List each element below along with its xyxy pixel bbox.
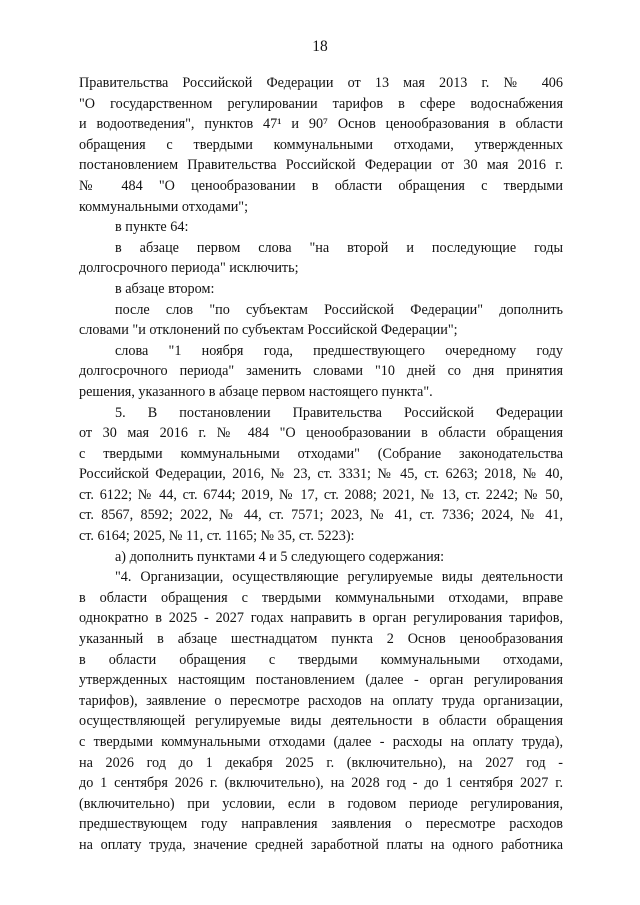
text-line: тарифов), заявление о пересмотре расходов на оплату труда организации, (79, 692, 563, 709)
text-line: указанный в абзаце шестнадцатом пункта 2 Основ ценообразования (79, 631, 563, 648)
text-line: однократно в 2025 - 2027 годах направить в орган регулирования тарифов, (79, 610, 563, 627)
text-line: слова "1 ноября года, предшествующего очередному году (115, 342, 563, 359)
text-line: после слов "по субъектам Российской Федерации" дополнить (115, 301, 563, 318)
text-line: Правительства Российской Федерации от 13 мая 2013 г. № 406 (79, 75, 563, 91)
text-line: Российской Федерации, 2016, № 23, ст. 3331; № 45, ст. 6263; 2018, № 40, (79, 466, 563, 483)
text-line: словами "и отклонений по субъектам Российской Федерации"; (79, 322, 458, 339)
text-line: до 1 сентября 2026 г. (включительно), на 2028 год - до 1 сентября 2027 г. (79, 775, 563, 792)
text-line: в абзаце втором: (115, 280, 215, 297)
text-line: "О государственном регулировании тарифов в сфере водоснабжения (79, 95, 563, 112)
text-line: 5. В постановлении Правительства Российской Федерации (115, 404, 563, 421)
text-line: предшествующем году направления заявления о пересмотре расходов (79, 816, 563, 833)
text-line: постановлением Правительства Российской Федерации от 30 мая 2016 г. (79, 157, 563, 174)
text-line: долгосрочного периода" исключить; (79, 260, 299, 277)
text-line: с твердыми коммунальными отходами (далее - расходы на оплату труда), (79, 734, 563, 750)
document-body (79, 73, 563, 856)
text-line: решения, указанного в абзаце первом настоящего пункта". (79, 383, 433, 400)
text-line: от 30 мая 2016 г. № 484 "О ценообразовании в области обращения (79, 425, 563, 442)
text-line: ст. 8567, 8592; 2022, № 44, ст. 7571; 2023, № 41, ст. 7336; 2024, № 41, (79, 507, 563, 524)
text-line: осуществляющей регулируемые виды деятельности в области обращения (79, 713, 563, 730)
text-line: утвержденных настоящим постановлением (далее - орган регулирования (79, 672, 563, 689)
text-line: с твердыми коммунальными отходами" (Собрание законодательства (79, 445, 563, 462)
text-line: долгосрочного периода" заменить словами "10 дней со дня принятия (79, 363, 563, 380)
page-number: 18 (312, 38, 328, 55)
text-line: а) дополнить пунктами 4 и 5 следующего содержания: (115, 548, 445, 565)
text-line: в области обращения с твердыми коммунальными отходами, вправе (79, 589, 563, 606)
text-line: обращения с твердыми коммунальными отходами, утвержденных (79, 136, 563, 153)
text-line: № 484 "О ценообразовании в области обращения с твердыми (79, 177, 563, 194)
text-line: ст. 6164; 2025, № 11, ст. 1165; № 35, ст. 5223): (79, 528, 355, 545)
text-line: на оплату труда, значение средней заработной платы на одного работника (79, 836, 563, 853)
text-line: в абзаце первом слова "на второй и последующие годы (115, 239, 563, 256)
text-line: на 2026 год до 1 декабря 2025 г. (включительно), на 2027 год - (79, 754, 563, 771)
text-line: коммунальными отходами"; (79, 198, 249, 215)
text-line: и водоотведения", пунктов 47¹ и 90⁷ Основ ценообразования в области (79, 116, 563, 133)
text-line: (включительно) при условии, если в годовом периоде регулирования, (79, 795, 563, 812)
text-line: в пункте 64: (115, 219, 189, 236)
text-line: "4. Организации, осуществляющие регулируемые виды деятельности (115, 569, 563, 586)
text-line: в области обращения с твердыми коммунальными отходами, (79, 651, 563, 668)
text-line: ст. 6122; № 44, ст. 6744; 2019, № 17, ст. 2088; 2021, № 13, ст. 2242; № 50, (79, 486, 563, 503)
